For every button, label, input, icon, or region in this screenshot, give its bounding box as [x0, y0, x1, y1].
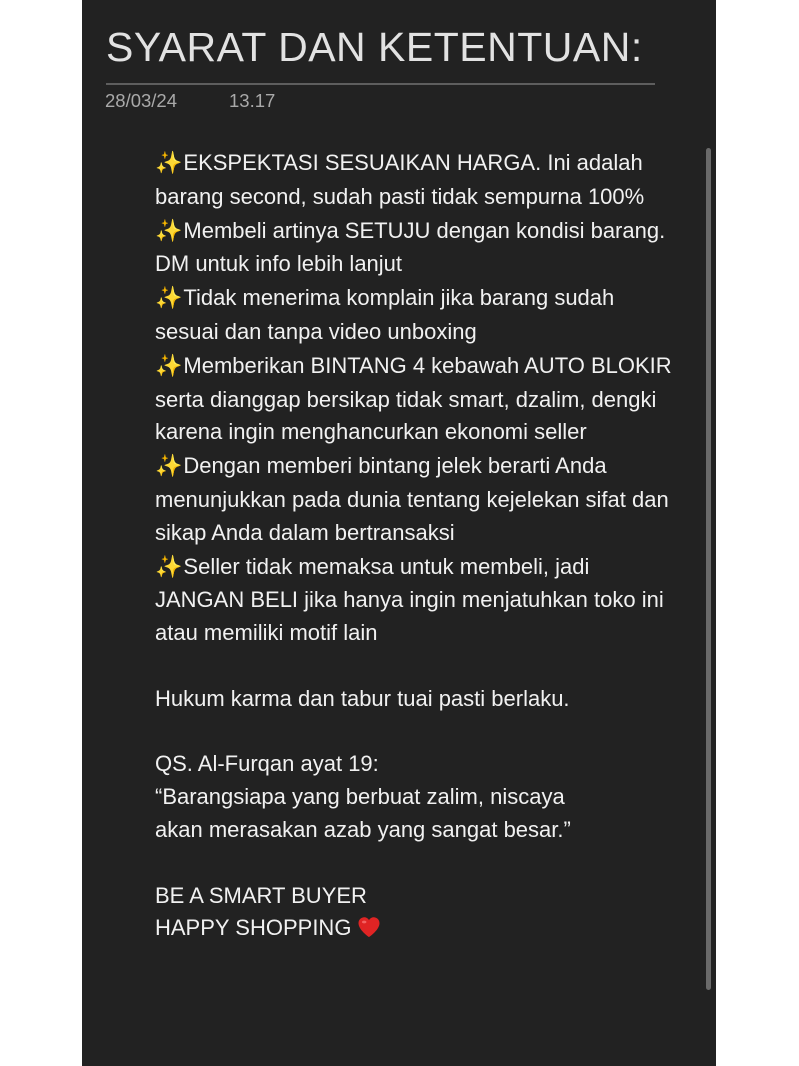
note-panel — [82, 0, 716, 1066]
scrollbar[interactable] — [706, 148, 711, 990]
list-item — [155, 215, 675, 282]
sparkles-icon: ✨ — [155, 286, 183, 312]
karma-line: Hukum karma dan tabur tuai pasti berlaku. — [155, 685, 570, 711]
list-item-text: Seller tidak memaksa untuk membeli, jadi JANGAN BELI jika hanya ingin menjatuhkan toko ini atau memiliki motif lain — [155, 553, 664, 646]
sparkles-icon: ✨ — [155, 218, 183, 244]
closing-line-2: HAPPY SHOPPING — [155, 915, 352, 941]
quote-line-2: akan merasakan azab yang sangat besar.” — [155, 816, 571, 842]
note-time: 13.17 — [229, 90, 276, 111]
note-meta — [105, 90, 275, 112]
blank-line — [155, 716, 675, 749]
list-item-text: Membeli artinya SETUJU dengan kondisi barang. DM untuk info lebih lanjut — [155, 217, 666, 277]
list-item-text: Dengan memberi bintang jelek berarti Anda menunjukkan pada dunia tentang kejelekan sifat dan sikap Anda dalam bertransaksi — [155, 453, 669, 545]
list-item-text: Tidak menerima komplain jika barang sudah sesuai dan tanpa video unboxing — [155, 285, 615, 344]
blank-line — [155, 847, 675, 880]
sparkles-icon: ✨ — [155, 454, 183, 480]
list-item-text: Memberikan BINTANG 4 kebawah AUTO BLOKIR serta dianggap bersikap tidak smart, dzalim, dengki karena ingin menghancurkan ekonomi seller — [155, 352, 672, 445]
sparkles-icon: ✨ — [155, 353, 183, 379]
list-item — [155, 350, 675, 449]
quote-source: QS. Al-Furqan ayat 19: — [155, 751, 379, 777]
closing-line-1: BE A SMART BUYER — [155, 882, 367, 908]
note-body[interactable] — [155, 147, 675, 945]
list-item — [155, 450, 675, 549]
sparkles-icon: ✨ — [155, 151, 183, 176]
list-item-text: EKSPEKTASI SESUAIKAN HARGA. Ini adalah barang second, sudah pasti tidak sempurna 100% — [155, 150, 645, 209]
sparkles-icon: ✨ — [155, 554, 183, 580]
blank-line — [155, 650, 675, 683]
list-item — [155, 551, 675, 650]
title-divider — [106, 83, 655, 85]
list-item — [155, 147, 675, 214]
quote-line-1: “Barangsiapa yang berbuat zalim, niscaya — [155, 784, 565, 810]
closing-line-2-wrap — [155, 912, 675, 945]
note-date: 28/03/24 — [105, 90, 178, 111]
note-title[interactable]: SYARAT DAN KETENTUAN: — [106, 24, 643, 70]
list-item — [155, 282, 675, 349]
red-heart-icon — [357, 916, 381, 938]
